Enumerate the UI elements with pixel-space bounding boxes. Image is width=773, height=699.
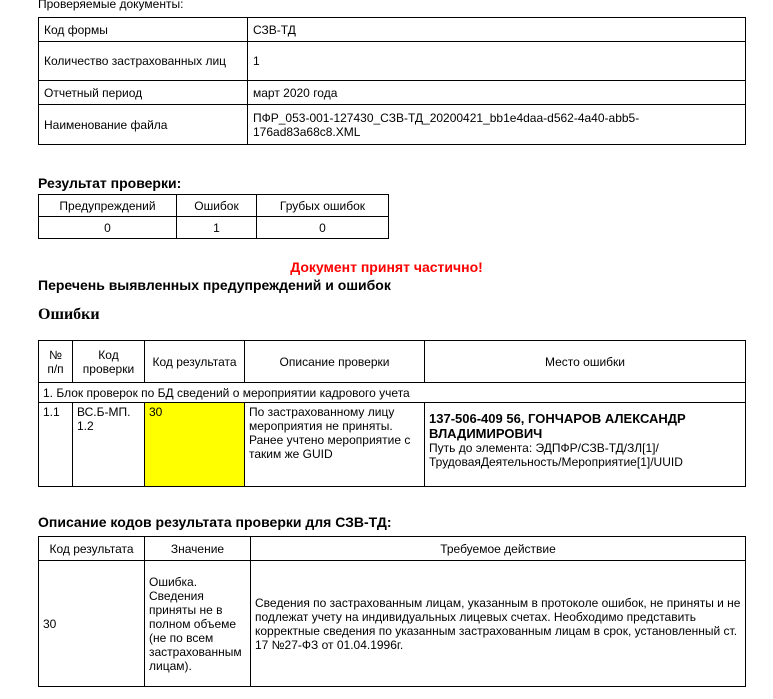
check-block-title: 1. Блок проверок по БД сведений о мероприятии кадрового учета — [39, 383, 746, 403]
action-header: Требуемое действие — [251, 537, 746, 561]
insured-person: 137-506-409 56, ГОНЧАРОВ АЛЕКСАНДР ВЛАДИМИРОВИЧ — [429, 411, 686, 441]
result-code-header: Код результата — [145, 341, 245, 383]
result-codes-table — [38, 536, 746, 687]
table-row — [39, 217, 389, 239]
errors-heading: Ошибки — [38, 306, 100, 323]
status-message: Документ принят частично! — [290, 259, 483, 275]
table-row — [39, 561, 746, 687]
form-code-label: Код формы — [39, 18, 248, 42]
error-place — [425, 403, 746, 487]
code-value: 30 — [39, 561, 145, 687]
check-result-table — [38, 194, 389, 239]
codes-heading: Описание кодов результата проверки для СЗВ-ТД: — [38, 514, 392, 530]
check-code-header: Код проверки — [73, 341, 145, 383]
meaning-header: Значение — [145, 537, 251, 561]
required-action: Сведения по застрахованным лицам, указанным в протоколе ошибок, не приняты и не подлежат учету на индивидуальных лицевых счетах. Необходимо представить корректные сведения по указанным застрахованным лицам в срок, установленный ст. 17 №27-ФЗ от 01.04.1996г. — [251, 561, 746, 687]
insured-count-label: Количество застрахованных лиц — [39, 42, 248, 81]
check-description-header: Описание проверки — [245, 341, 425, 383]
table-row — [39, 18, 746, 42]
table-row — [39, 383, 746, 403]
insured-count-value: 1 — [248, 42, 746, 81]
check-result-heading: Результат проверки: — [38, 175, 182, 191]
element-path: Путь до элемента: ЭДПФР/СЗВ-ТД/ЗЛ[1]/ ТрудоваяДеятельность/Мероприятие[1]/UUID — [429, 441, 683, 469]
form-code-value: СЗВ-ТД — [248, 18, 746, 42]
gross-errors-header: Грубых ошибок — [257, 195, 389, 217]
num-header: № п/п — [39, 341, 73, 383]
code-header: Код результата — [39, 537, 145, 561]
error-check-code: ВС.Б-МП. 1.2 — [73, 403, 145, 487]
table-row — [39, 403, 746, 487]
file-name-label: Наименование файла — [39, 105, 248, 145]
table-row — [39, 42, 746, 81]
warnings-count: 0 — [39, 217, 177, 239]
error-num: 1.1 — [39, 403, 73, 487]
table-row — [39, 195, 389, 217]
table-header-row — [39, 537, 746, 561]
error-place-header: Место ошибки — [425, 341, 746, 383]
errors-header: Ошибок — [177, 195, 257, 217]
table-header-row — [39, 341, 746, 383]
errors-table — [38, 340, 746, 487]
document-info-table — [38, 17, 746, 145]
table-row — [39, 81, 746, 105]
report-period-value: март 2020 года — [248, 81, 746, 105]
gross-errors-count: 0 — [257, 217, 389, 239]
error-description: По застрахованному лицу мероприятия не приняты. Ранее учтено мероприятие с таким же GUID — [245, 403, 425, 487]
report-period-label: Отчетный период — [39, 81, 248, 105]
file-name-value: ПФР_053-001-127430_СЗВ-ТД_20200421_bb1e4daa-d562-4a40-abb5-176ad83a68c8.XML — [248, 105, 746, 145]
issues-heading: Перечень выявленных предупреждений и ошибок — [38, 277, 391, 293]
code-meaning: Ошибка. Сведения приняты не в полном объеме (не по всем застрахованным лицам). — [145, 561, 251, 687]
checked-documents-caption: Проверяемые документы: — [38, 0, 184, 11]
error-result-code: 30 — [145, 403, 245, 487]
table-row — [39, 105, 746, 145]
errors-count: 1 — [177, 217, 257, 239]
warnings-header: Предупреждений — [39, 195, 177, 217]
